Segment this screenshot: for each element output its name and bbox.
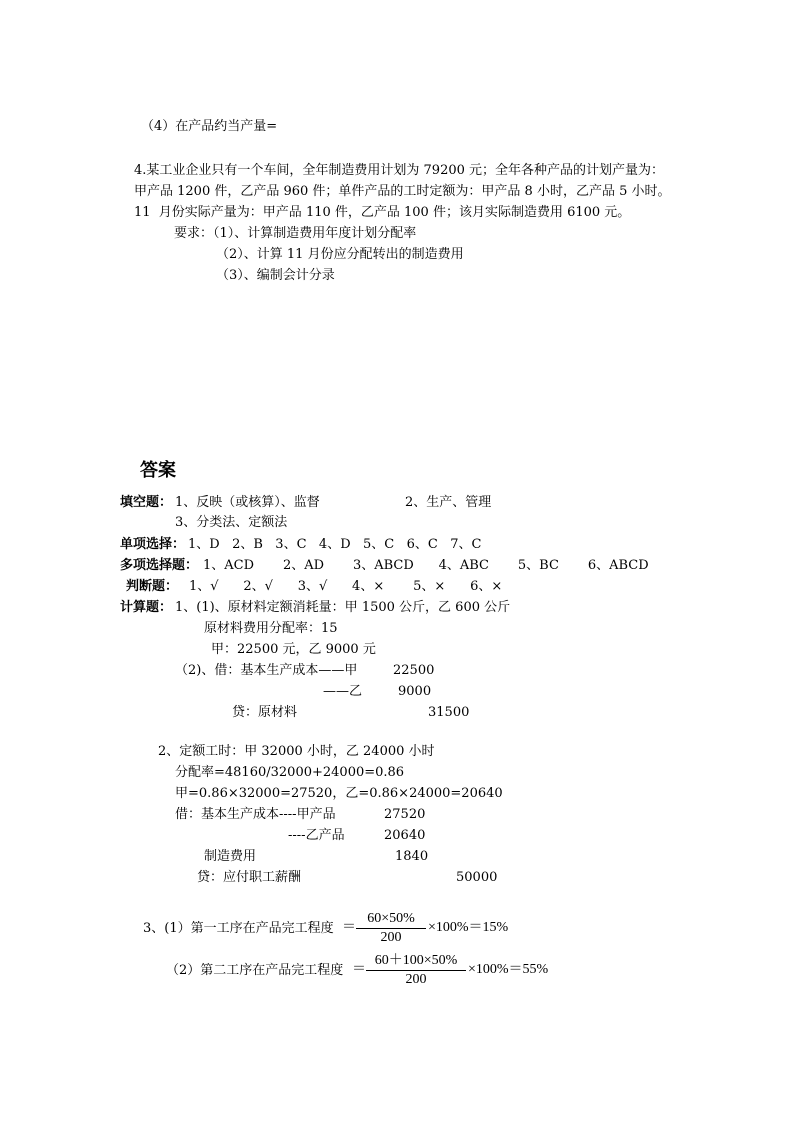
q4-req2: （2）、计算 11 月份应分配转出的制造费用 — [216, 247, 464, 262]
calc1-line5a: ——乙 — [323, 684, 363, 699]
calc1-line1: 1、(1)、原材料定额消耗量：甲 1500 公斤，乙 600 公斤 — [175, 600, 511, 615]
q4-line2: 甲产品 1200 件，乙产品 960 件；单件产品的工时定额为：甲产品 8 小时，乙产品 5 小时。 — [134, 184, 671, 199]
q4-line3: 11 月份实际产量为：甲产品 110 件，乙产品 100 件；该月实际制造费用 6100 元。 — [134, 205, 631, 220]
calc3-line2-label: （2）第二工序在产品完工程度 — [166, 963, 344, 978]
calc2-line1: 2、定额工时：甲 32000 小时，乙 24000 小时 — [158, 744, 435, 759]
calc2-line5b: 20640 — [384, 828, 426, 843]
calc2-line5a: ----乙产品 — [288, 828, 345, 843]
calc3-line2-numerator: 60＋100×50% — [366, 952, 466, 971]
q4-line1: 4.某工业企业只有一个车间，全年制造费用计划为 79200 元；全年各种产品的计划产量为： — [134, 163, 665, 178]
calc3-line1-equals: ＝ — [342, 920, 356, 935]
calc3-line2-denominator: 200 — [405, 972, 427, 987]
calc2-line6a: 制造费用 — [204, 849, 257, 864]
calc1-line4b: 22500 — [393, 663, 435, 678]
calc1-line2: 原材料费用分配率：15 — [204, 621, 338, 636]
q4-req3: （3）、编制会计分录 — [216, 268, 335, 283]
calc2-line7b: 50000 — [456, 870, 498, 885]
calc3-line1-result: ×100%＝15% — [428, 920, 509, 935]
q4-req1: 要求：（1）、计算制造费用年度计划分配率 — [174, 226, 417, 241]
single-label: 单项选择： — [120, 537, 186, 552]
calc3-line2-result: ×100%＝55% — [468, 962, 549, 977]
calc-label: 计算题： — [120, 600, 173, 615]
single-answers: 1、D 2、B 3、C 4、D 5、C 6、C 7、C — [188, 537, 482, 552]
calc2-line4b: 27520 — [384, 807, 426, 822]
calc3-line1-denominator: 200 — [380, 930, 402, 945]
calc3-line1-fraction — [356, 910, 426, 947]
fill-label: 填空题： — [120, 495, 173, 510]
multi-label: 多项选择题： — [120, 558, 199, 573]
calc1-line4a: （2)、借：基本生产成本——甲 — [175, 663, 358, 678]
calc2-line7a: 贷：应付职工薪酬 — [197, 870, 302, 885]
calc1-line3: 甲：22500 元，乙 9000 元 — [211, 642, 376, 657]
calc2-line2: 分配率=48160/32000+24000=0.86 — [175, 765, 405, 780]
calc2-line6b: 1840 — [395, 849, 429, 864]
calc1-line5b: 9000 — [398, 684, 432, 699]
calc1-line6b: 31500 — [428, 705, 470, 720]
calc2-line4a: 借：基本生产成本----甲产品 — [175, 807, 336, 822]
calc3-line1-label: 3、(1）第一工序在产品完工程度 — [143, 921, 334, 936]
calc3-line2-fraction — [366, 952, 466, 989]
calc3-line2-equals: ＝ — [352, 962, 366, 977]
fill-line2: 3、分类法、定额法 — [175, 515, 288, 530]
fill-line1a: 1、反映（或核算）、监督 — [175, 495, 320, 510]
q3-part4: （4）在产品约当产量= — [141, 119, 278, 134]
judge-answers: 1、√ 2、√ 3、√ 4、× 5、× 6、× — [189, 579, 503, 594]
multi-answers: 1、ACD 2、AD 3、ABCD 4、ABC 5、BC 6、ABCD — [203, 558, 649, 573]
judge-label: 判断题： — [126, 579, 179, 594]
calc2-line3: 甲=0.86×32000=27520，乙=0.86×24000=20640 — [175, 786, 503, 801]
fill-line1b: 2、生产、管理 — [405, 495, 492, 510]
calc3-line1-numerator: 60×50% — [356, 910, 426, 929]
answers-title: 答案 — [140, 460, 176, 481]
calc1-line6a: 贷：原材料 — [232, 705, 298, 720]
